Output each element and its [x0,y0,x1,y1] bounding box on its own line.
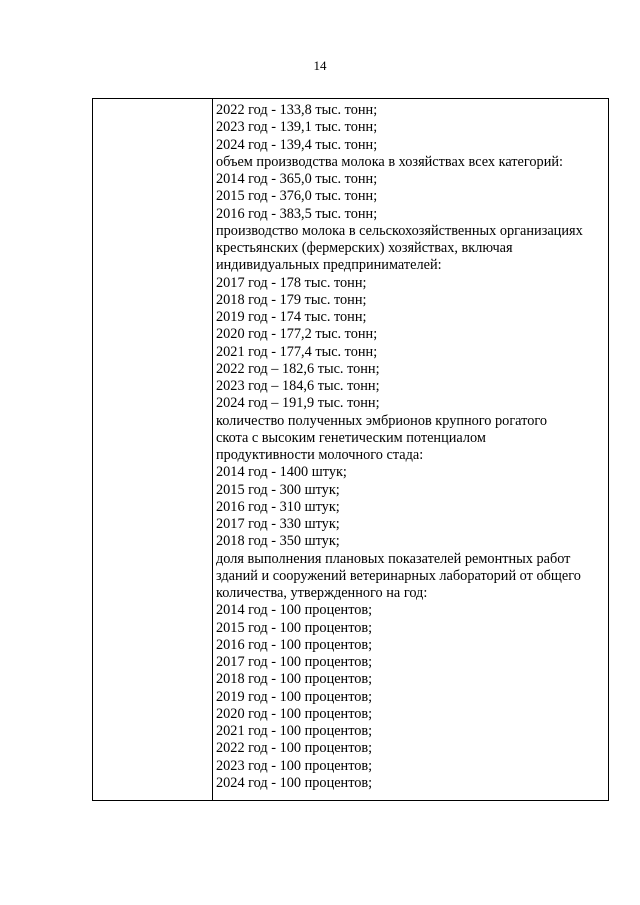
text-line: 2020 год - 100 процентов; [216,705,373,722]
text-line: 2024 год - 100 процентов; [216,774,373,791]
text-line: объем производства молока в хозяйствах всех категорий: [216,153,563,170]
text-line: 2018 год - 179 тыс. тонн; [216,291,367,308]
text-line: 2014 год - 365,0 тыс. тонн; [216,171,378,187]
text-line: 2020 год - 177,2 тыс. тонн; [216,326,378,343]
text-line: количество полученных эмбрионов крупного рогатого [216,412,548,429]
text-line: 2022 год – 182,6 тыс. тонн; [216,360,380,377]
text-line: 2023 год – 184,6 тыс. тонн; [216,378,380,394]
text-line: 2017 год - 100 процентов; [216,654,373,670]
text-line: 2022 год - 100 процентов; [216,740,373,757]
text-line: 2022 год - 133,8 тыс. тонн; [216,102,378,118]
text-line: 2015 год - 376,0 тыс. тонн; [216,188,378,205]
table-right-cell [213,99,608,800]
text-line: производство молока в сельскохозяйственных организациях [216,222,583,239]
text-line: 2016 год - 100 процентов; [216,636,373,653]
text-line: 2016 год - 383,5 тыс. тонн; [216,205,378,222]
text-line: продуктивности молочного стада: [216,447,424,463]
text-line: 2023 год - 139,1 тыс. тонн; [216,119,378,136]
table-left-cell [93,99,213,800]
text-line: 2021 год - 100 процентов; [216,723,373,739]
text-line: 2014 год - 100 процентов; [216,602,373,619]
text-line: 2015 год - 100 процентов; [216,619,373,636]
text-line: доля выполнения плановых показателей ремонтных работ [216,550,571,567]
text-line: зданий и сооружений ветеринарных лабораторий от общего [216,567,581,584]
text-line: 2024 год – 191,9 тыс. тонн; [216,395,380,412]
page-number: 14 [313,58,327,73]
text-line: 2023 год - 100 процентов; [216,757,373,774]
text-line: 2017 год - 178 тыс. тонн; [216,274,367,291]
text-line: 2015 год - 300 штук; [216,481,340,498]
text-line: 2018 год - 100 процентов; [216,671,373,688]
text-line: 2016 год - 310 штук; [216,498,340,515]
text-line: 2024 год - 139,4 тыс. тонн; [216,136,378,153]
text-line: 2014 год - 1400 штук; [216,464,347,481]
text-line: количества, утвержденного на год: [216,585,428,601]
text-line: 2019 год - 174 тыс. тонн; [216,309,367,325]
document-table [92,98,609,801]
text-line: 2017 год - 330 штук; [216,516,340,532]
text-line: 2021 год - 177,4 тыс. тонн; [216,343,378,360]
text-line: 2019 год - 100 процентов; [216,688,373,705]
text-line: 2018 год - 350 штук; [216,533,340,550]
text-line: индивидуальных предпринимателей: [216,257,442,274]
text-line: крестьянских (фермерских) хозяйствах, включая [216,240,513,256]
text-line: скота с высоким генетическим потенциалом [216,429,486,446]
